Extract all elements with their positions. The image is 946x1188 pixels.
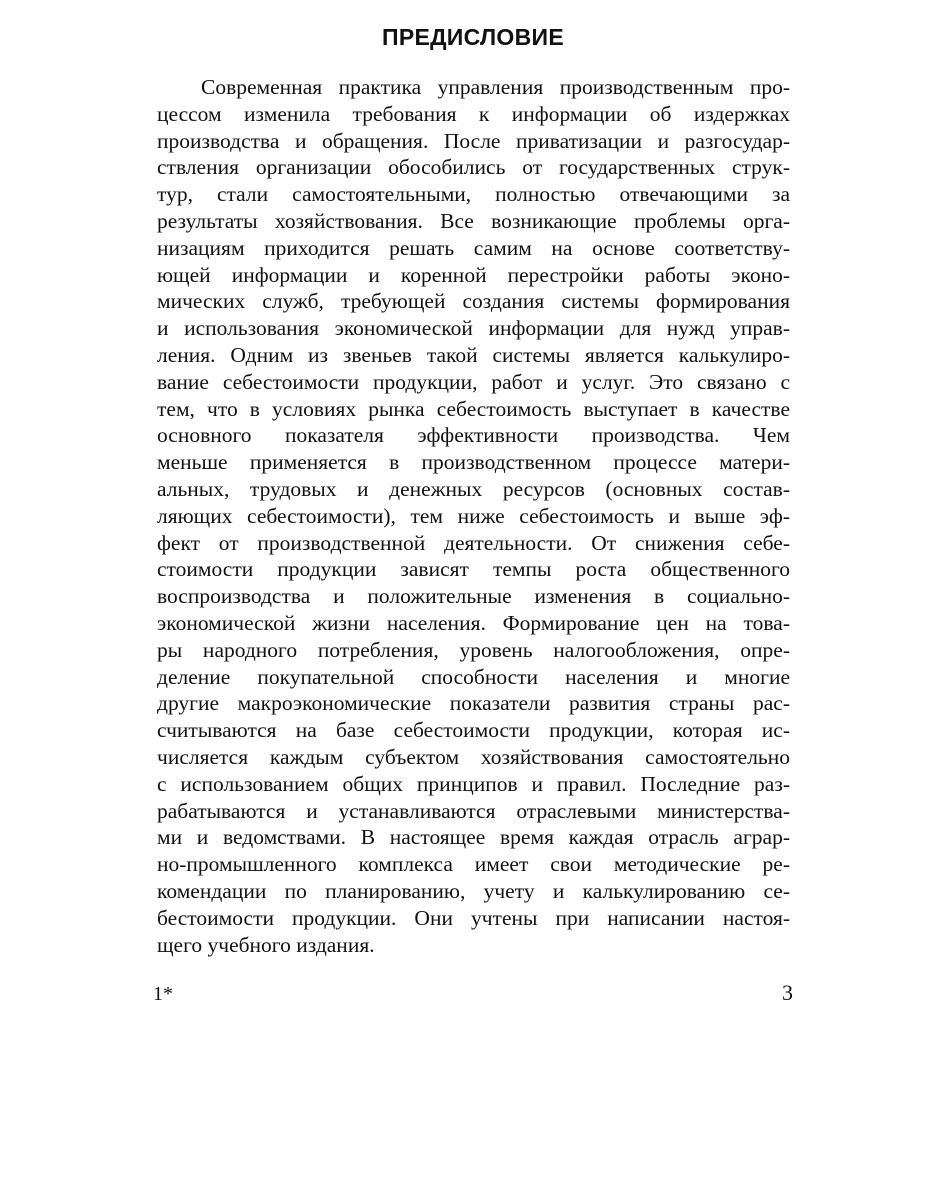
text-line: воспроизводства и положительные изменения в социально- — [157, 584, 790, 609]
text-line: считываются на базе себестоимости продукции, которая ис- — [157, 718, 790, 743]
text-line: ющей информации и коренной перестройки работы эконо- — [157, 262, 790, 287]
text-line: бестоимости продукции. Они учтены при написании настоя- — [157, 905, 790, 930]
text-line: и использования экономической информации для нужд управ- — [157, 316, 790, 341]
text-line: ми и ведомствами. В настоящее время каждая отрасль аграр- — [157, 825, 790, 850]
text-line: рабатываются и устанавливаются отраслевыми министерства- — [157, 798, 790, 823]
text-line: производства и обращения. После приватизации и разгосудар- — [157, 128, 790, 153]
text-line: комендации по планированию, учету и калькулированию се- — [157, 878, 790, 903]
page-number: 3 — [782, 980, 793, 1005]
preface-paragraph — [157, 74, 790, 958]
text-line: тур, стали самостоятельными, полностью отвечающими за — [157, 182, 790, 207]
text-line: результаты хозяйствования. Все возникающие проблемы орга- — [157, 208, 790, 233]
text-line: ления. Одним из звеньев такой системы является калькулиро- — [157, 342, 790, 367]
signature-mark: 1* — [153, 983, 173, 1005]
text-line: стоимости продукции зависят темпы роста общественного — [157, 557, 790, 582]
text-line: экономической жизни населения. Формирование цен на това- — [157, 610, 790, 635]
text-line: основного показателя эффективности производства. Чем — [157, 423, 790, 448]
text-line: ляющих себестоимости), тем ниже себестоимость и выше эф- — [157, 503, 790, 528]
text-line: альных, трудовых и денежных ресурсов (основных состав- — [157, 476, 790, 501]
text-line: но-промышленного комплекса имеет свои методические ре- — [157, 852, 790, 877]
text-line: с использованием общих принципов и правил. Последние раз- — [157, 771, 790, 796]
text-line: вание себестоимости продукции, работ и услуг. Это связано с — [157, 369, 790, 394]
text-line: мических служб, требующей создания системы формирования — [157, 289, 790, 314]
text-line: низациям приходится решать самим на основе соответству- — [157, 235, 790, 260]
page-title: ПРЕДИСЛОВИЕ — [382, 24, 564, 50]
text-line: другие макроэкономические показатели развития страны рас- — [157, 691, 790, 716]
text-line: тем, что в условиях рынка себестоимость выступает в качестве — [157, 396, 790, 421]
text-line: меньше применяется в производственном процессе матери- — [157, 450, 790, 475]
text-line: числяется каждым субъектом хозяйствования самостоятельно — [157, 744, 790, 769]
text-line: Современная практика управления производственным про- — [201, 75, 790, 99]
text-line: ры народного потребления, уровень налогообложения, опре- — [157, 637, 790, 662]
text-line: фект от производственной деятельности. От снижения себе- — [157, 530, 790, 555]
text-line: ствления организации обособились от государственных струк- — [157, 155, 790, 180]
text-line: цессом изменила требования к информации об издержках — [157, 101, 790, 126]
text-line: деление покупательной способности населения и многие — [157, 664, 790, 689]
text-line-last: щего учебного издания. — [157, 932, 375, 957]
